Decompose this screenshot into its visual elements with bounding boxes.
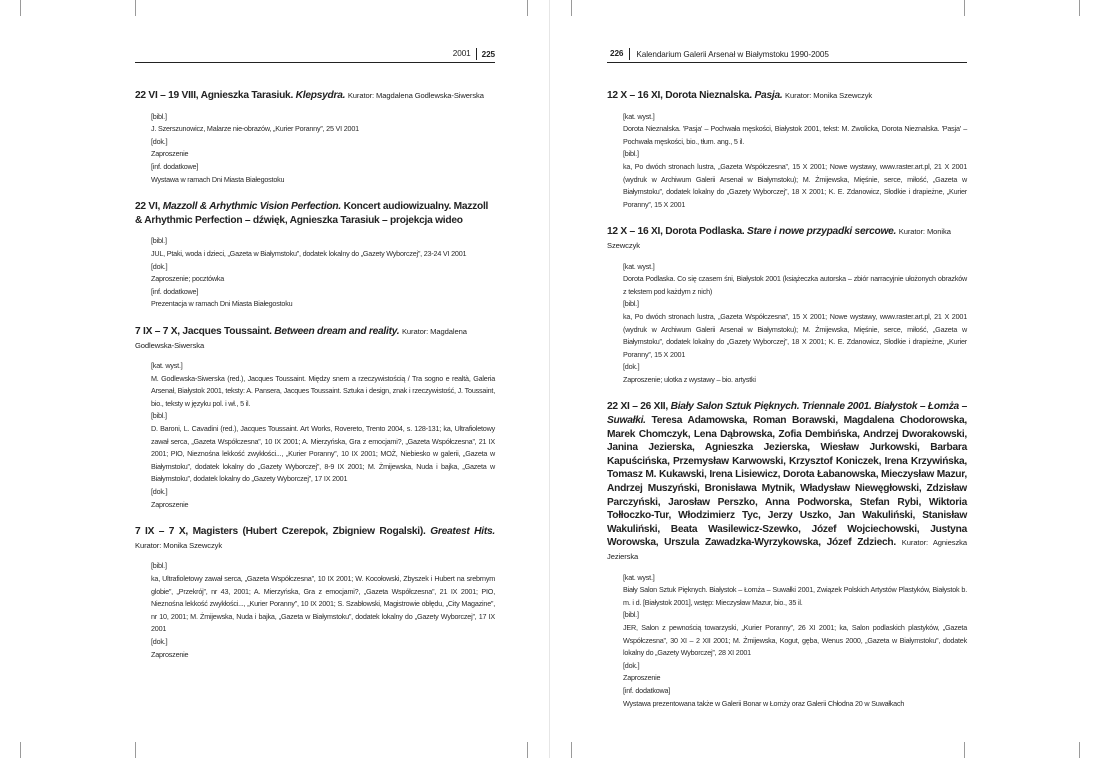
entry [607,225,967,386]
crop-mark [571,742,572,758]
page-number: 225 [481,49,495,59]
entry [135,525,495,661]
entry-heading: 12 X – 16 XI, Dorota Podlaska. Stare i nowe przypadki sercowe. Kurator: Monika Szewczyk [607,226,951,250]
entry-body: [kat. wyst.] Dorota Podlaska. Co się czasem śni, Białystok 2001 (książeczka autorska – zbiór narracyjnie ułożonych obrazków z tekstem pod każdym z nich) [bibl.] ka, Po dwóch stronach lustra, „Gazeta Współczesna”, 15 X 2001; Nowe wystawy, www.raster.art.pl, 21 X 2001 (wydruk w Archiwum Galerii Arsenał w Białymstoku); M. Żmijewska, Mięśnie, serce, miłość, „Gazeta w Białymstoku”, dodatek lokalny do „Gazety Wyborczej”, 18 X 2001; K. E. Zdanowicz, Słodkie i drapieżne, „Kurier Poranny”, 15 X 2001 [dok.] Zaproszenie; ulotka z wystawy – bio. artystki [623,261,967,384]
running-head-year: 2001 [453,48,477,60]
left-page [135,46,495,675]
entry-heading: 22 VI, Mazzoll & Arhythmic Vision Perfection. Koncert audiowizualny. Mazzoll & Arhythmic Perfection – dźwięk, Agnieszka Tarasiuk – projekcja wideo [135,201,489,226]
entry [607,400,967,710]
entry-body: [bibl.] ka, Ultrafioletowy zawał serca, „Gazeta Współczesna”, 10 IX 2001; W. Kocołowski, Zbyszek i Hubert na srebrnym globie”, „Przekrój”, nr 43, 2001; A. Mierzyńska, Gra z emocjami?, „Gazeta Współczesna”, 21 IX 2001; PIO, Nieznośna lekkość zwykłości..., „Kurier Poranny”, 10 IX 2001; S. Szabłowski, Magistrowie obłędu, „City Magazine”, nr 10, 2001; M. Żmijewska, Nuda i bajka, „Gazeta w Białymstoku”, dodatek lokalny do „Gazety Wyborczej”, 17 IX 2001 [dok.] Zaproszenie [151,561,495,659]
entry [135,325,495,511]
exhibition-title: Between dream and reality. [274,325,400,337]
curator: Kurator: Magdalena Godlewska-Siwerska [347,91,484,100]
entry-body: [kat. wyst.] Dorota Nieznalska. 'Pasja' – Pochwała męskości, Białystok 2001, tekst: M. Zwolicka, Dorota Nieznalska. 'Pasja' – Pochwała męskości, bio., tłum. ang., 5 il. [bibl.] ka, Po dwóch stronach lustra, „Gazeta Współczesna”, 15 X 2001; Nowe wystawy, www.raster.art.pl, 21 X 2001 (wydruk w Archiwum Galerii Arsenał w Białymstoku); M. Żmijewska, Mięśnie, serce, miłość, „Gazeta w Białymstoku”, dodatek lokalny do „Gazety Wyborczej”, 18 X 2001; K. E. Zdanowicz, Słodkie i drapieżne, „Kurier Poranny”, 15 X 2001 [623,111,967,209]
curator: Kurator: Monika Szewczyk [785,91,873,100]
entry [607,89,967,211]
exhibition-title: Klepsydra. [295,90,346,101]
curator: Kurator: Monika Szewczyk [135,540,223,550]
crop-mark [964,0,965,16]
exhibition-title: Greatest Hits. [430,526,495,538]
crop-mark [135,0,136,16]
curator: Kurator: Monika Szewczyk [607,227,951,250]
entry-body: [bibl.] JUL, Ptaki, woda i dzieci, „Gazeta w Białymstoku”, dodatek lokalny do „Gazety Wyborczej”, 23-24 VI 2001 [dok.] Zaproszenie; pocztówka [inf. dodatkowe] Prezentacja w ramach Dni Miasta Białegostoku [151,236,467,309]
entry-heading: 12 X – 16 XI, Dorota Nieznalska. Pasja. Kurator: Monika Szewczyk [607,90,873,101]
running-head [607,46,967,63]
entry-heading: 22 VI – 19 VIII, Agnieszka Tarasiuk. Klepsydra. Kurator: Magdalena Godlewska-Siwerska [135,90,484,101]
exhibition-title: Stare i nowe przypadki sercowe. [747,226,897,238]
crop-mark [20,742,21,758]
crop-mark [1079,0,1080,16]
crop-mark [571,0,572,16]
entry-body: [kat. wyst.] M. Godlewska-Siwerska (red.), Jacques Toussaint. Między snem a rzeczywistością / Tra sogno e realtà, Galeria Arsenał, Białystok 2001, teksty: A. Pansera, Jacques Toussaint. Sztuka i design, znak i rzeczywistość, J. Toussaint, bio., teksty w języku pol. i wł., 5 il. [bibl.] D. Baroni, L. Cavadini (red.), Jacques Toussaint. Art Works, Rovereto, Trento 2004, s. 128-131; ka, Ultrafioletowy zawał serca, „Gazeta Współczesna”, 10 IX 2001; A. Mierzyńska, Gra z emocjami?, „Gazeta Współczesna”, 21 IX 2001; PIO, Nieznośna lekkość zwykłości..., „Kurier Poranny”, 10 IX 2001; MOŻ, Niebiesko w galerii, „Gazeta w Białymstoku”, dodatek lokalny do „Gazety Wyborczej”, 8-9 IX 2001; M. Żmijewska, Nuda i bajka, „Gazeta w Białymstoku”, dodatek lokalny do „Gazety Wyborczej”, 17 IX 2001 [dok.] Zaproszenie [151,361,495,509]
crop-mark [1079,742,1080,758]
exhibition-title: Pasja. [754,90,783,101]
entry-heading: 7 IX – 7 X, Jacques Toussaint. Between dream and reality. Kurator: Magdalena Godlewska-Siwerska [135,325,467,350]
crop-mark [527,0,528,16]
entry-body: [bibl.] J. Szerszunowicz, Malarze nie-obrazów, „Kurier Poranny”, 25 VI 2001 [dok.] Zaproszenie [inf. dodatkowe] Wystawa w ramach Dni Miasta Białegostoku [151,111,359,184]
crop-mark [135,742,136,758]
entry [135,200,495,311]
running-head-title: Kalendarium Galerii Arsenał w Białymstoku 1990-2005 [636,49,829,59]
crop-mark [20,0,21,16]
exhibition-title: Mazzoll & Arhythmic Vision Perfection. [162,201,341,213]
page-gutter [549,0,550,758]
curator: Kurator: Agnieszka Jezierska [607,538,967,561]
crop-mark [527,742,528,758]
entry [135,89,495,186]
crop-mark [964,742,965,758]
entry-heading: 7 IX – 7 X, Magisters (Hubert Czerepok, Zbigniew Rogalski). Greatest Hits. Kurator: Monika Szewczyk [135,526,495,550]
curator: Kurator: Magdalena Godlewska-Siwerska [135,326,467,350]
page-number: 226 [607,48,630,60]
entry-body: [kat. wyst.] Biały Salon Sztuk Pięknych. Białystok – Łomża – Suwałki 2001, Związek Polskich Artystów Plastyków, Białystok b. m. i d. [Białystok 2001], wstęp: Mieczysław Mazur, bio., 35 il. [bibl.] JER, Salon z pewnością towarzyski, „Kurier Poranny”, 26 XI 2001; ka, Salon podlaskich plastyków, „Gazeta Współczesna”, 30 XI – 2 XII 2001; M. Żmijewska, Kogut, gęba, Wenus 2000, „Gazeta w Białymstoku”, dodatek lokalny do „Gazety Wyborczej”, 28 XI 2001 [dok.] Zaproszenie [inf. dodatkowa] Wystawa prezentowana także w Galerii Bonar w Łomży oraz Galerii Chłodna 20 w Suwałkach [623,572,967,708]
entry-heading: 22 XI – 26 XII, Biały Salon Sztuk Pięknych. Triennale 2001. Białystok – Łomża – Suwałki. Teresa Adamowska, Roman Borawski, Magdalena Chodorowska, Marek Chomczyk, Lena Dąbrowska, Zofia Dembińska, Andrzej Dworakowski, Janina Jezierska, Agnieszka Jezierska, Wiesław Jurkowski, Barbara Kapuścińska, Przemysław Karwowski, Krzysztof Koniczek, Irena Krzywińska, Tomasz M. Kukawski, Irena Lisiewicz, Dorota Łabanowska, Mieczysław Mazur, Andrzej Muszyński, Bronisława Mytnik, Władysław Niewęgłowski, Zdzisław Parczyński, Jarosław Perszko, Anna Podworska, Stefan Rybi, Wiktoria Tołłoczko-Tur, Włodzimierz Tyc, Jerzy Uszko, Jan Wakuliński, Stanisław Wakuliński, Beata Wasilewicz-Szewko, Józef Wojciechowski, Justyna Worowska, Urszula Zawadzka-Wyrzykowska, Józef Zdziech. Kurator: Agnieszka Jezierska [607,401,967,561]
exhibition-title: Biały Salon Sztuk Pięknych. Triennale 2001. Białystok – Łomża – Suwałki. [607,401,967,427]
right-page [607,46,967,724]
running-head [135,46,495,63]
